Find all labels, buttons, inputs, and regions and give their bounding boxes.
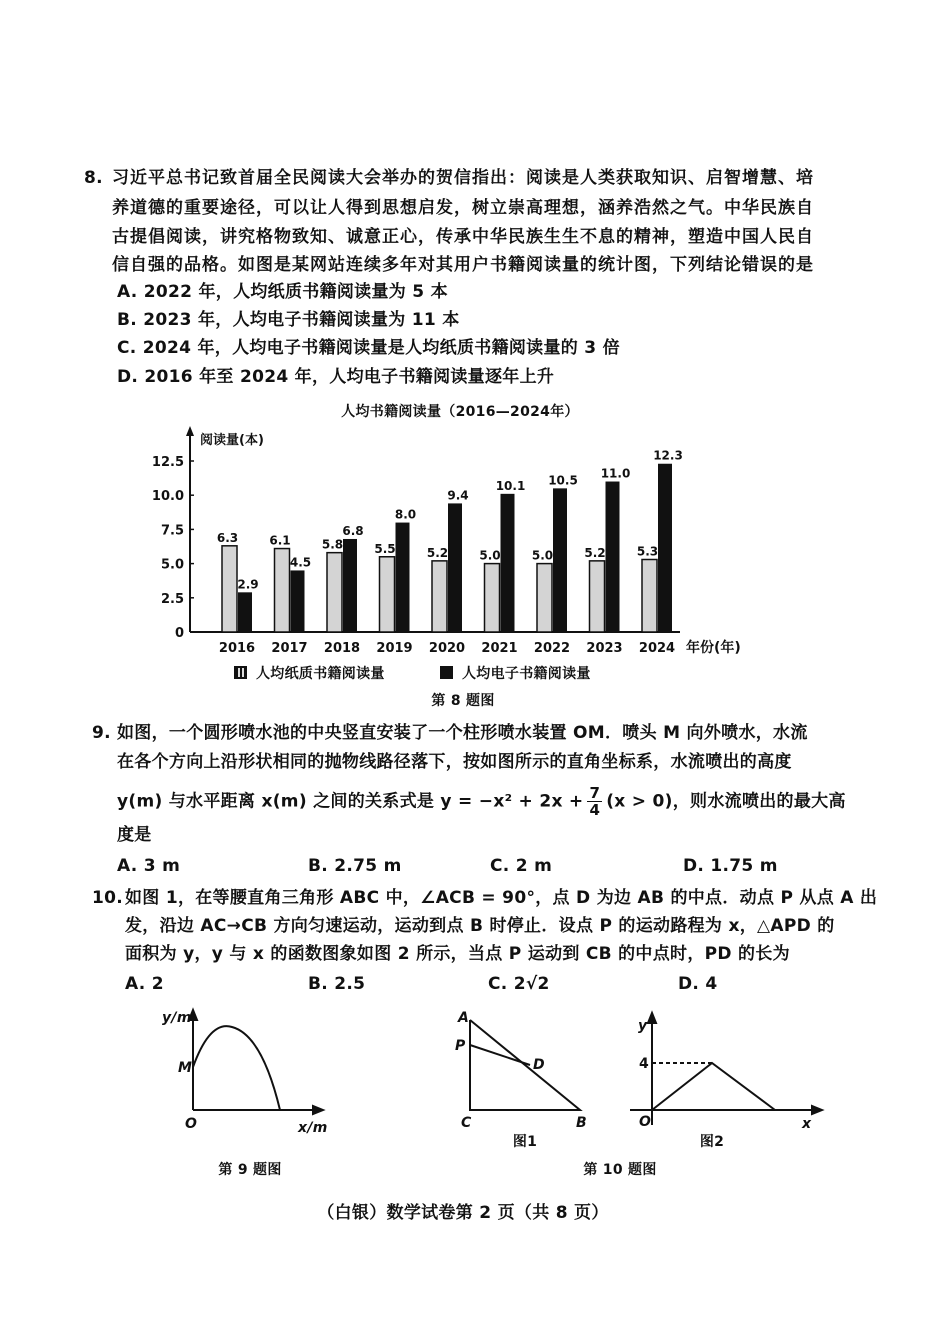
fraction-numerator: 7 [589,784,601,802]
arrow-right-icon [812,1106,822,1114]
q8-option-b: B. 2023 年，人均电子书籍阅读量为 11 本 [117,310,460,330]
triangle-abc [470,1020,580,1110]
y-tick-label: 5.0 [160,557,184,573]
x-tick-label: 2018 [323,641,361,656]
x-tick-label: 2024 [638,641,676,656]
data-label-ebook: 12.3 [653,448,683,463]
x-tick-label: 2020 [428,641,466,656]
x-tick-label: 2021 [481,641,518,656]
data-label-ebook: 4.5 [289,555,312,570]
q10-figure-caption: 第 10 题图 [583,1162,657,1178]
data-label-paper: 5.2 [426,545,449,560]
q10-text-line: 如图 1，在等腰直角三角形 ABC 中，∠ACB = 90°，点 D 为边 AB 的中点．动点 P 从点 A 出 [125,888,878,908]
data-label-paper: 5.8 [321,537,344,552]
q10-text-line: 面积为 y，y 与 x 的函数图象如图 2 所示，当点 P 运动到 CB 的中点时，PD 的长为 [125,944,790,964]
data-label-ebook: 10.5 [548,473,578,488]
x-axis-label: 年份(年) [686,640,741,656]
q8-text-line: 古提倡阅读，讲究格物致知、诚意正心，传承中华民族生生不息的精神，塑造中国人民自 [112,227,814,247]
parabola-curve [193,1026,280,1110]
y-tick-label: 10.0 [151,489,184,505]
q9-figure-caption: 第 9 题图 [218,1162,282,1178]
y-tick-label: 0 [174,626,184,641]
q8-text-line: 信自强的品格。如图是某网站连续多年对其用户书籍阅读量的统计图，下列结论错误的是 [112,255,814,275]
fig2-y-label: y [638,1018,648,1034]
x-tick-label: 2022 [533,641,571,656]
point-p: P [455,1038,466,1054]
point-b: B [576,1115,587,1131]
q8-option-d: D. 2016 年至 2024 年，人均电子书籍阅读量逐年上升 [117,367,555,387]
arrow-right-icon [313,1106,323,1114]
fig2-origin: O [639,1114,652,1130]
q9-origin: O [185,1116,198,1132]
q9-formula-part: y(m) 与水平距离 x(m) 之间的关系式是 y = −x² + 2x + [117,791,584,812]
q9-point-m: M [178,1060,193,1076]
data-label-paper: 5.0 [531,548,554,563]
point-a: A [458,1010,470,1026]
data-label-ebook: 10.1 [495,478,526,493]
q8-text-line: 养道德的重要途径，可以让人得到思想启发，树立崇高理想，涵养浩然之气。中华民族自 [112,198,814,218]
x-tick-label: 2017 [271,641,308,656]
data-label-paper: 6.3 [216,530,239,545]
fraction-denominator: 4 [589,801,601,819]
fig1-caption: 图1 [512,1134,538,1150]
x-tick-label: 2016 [218,641,256,656]
q10-text-line: 发，沿边 AC→CB 方向匀速运动，运动到点 B 时停止．设点 P 的运动路程为 x，△APD 的 [125,916,835,936]
chart-title: 人均书籍阅读量（2016—2024年） [341,404,579,420]
data-label-paper: 6.1 [269,533,291,548]
q9-number: 9. [92,723,111,743]
q9-text-line: 在各个方向上沿形状相同的抛物线路径落下，按如图所示的直角坐标系，水流喷出的高度 [117,752,792,772]
q8-figure-caption: 第 8 题图 [431,693,495,709]
y-axis-label: 阅读量(本) [200,433,264,448]
data-label-paper: 5.0 [479,548,501,563]
legend-ebook-label: 人均电子书籍阅读量 [462,666,591,682]
q9-text-line: 如图，一个圆形喷水池的中央竖直安装了一个柱形喷水装置 OM．喷头 M 向外喷水，水流 [117,723,808,743]
data-label-paper: 5.2 [584,545,606,560]
y-tick-label: 12.5 [151,455,184,470]
y-tick-label: 2.5 [160,591,184,607]
x-tick-label: 2019 [376,641,413,656]
fig2-x-label: x [802,1116,812,1132]
q9-x-label: x/m [298,1120,328,1136]
x-tick-label: 2023 [586,641,623,656]
q10-number: 10. [92,888,124,908]
data-label-ebook: 9.4 [447,488,469,503]
data-label-ebook: 8.0 [394,507,417,522]
point-d: D [533,1057,545,1073]
data-label-paper: 5.3 [636,544,659,559]
segment-pd [470,1045,530,1065]
point-c: C [461,1115,472,1131]
q9-option-a: A. 3 m [117,856,181,876]
data-label-ebook: 2.9 [237,577,259,592]
fig2-caption: 图2 [699,1134,725,1150]
q8-option-a: A. 2022 年，人均纸质书籍阅读量为 5 本 [117,282,448,302]
q9-y-label: y/m [162,1010,192,1026]
y-tick-label: 7.5 [160,523,184,539]
data-label-ebook: 11.0 [600,466,631,481]
legend-paper-label: 人均纸质书籍阅读量 [256,666,385,682]
q9-option-d: D. 1.75 m [683,856,778,876]
q8-option-c: C. 2024 年，人均电子书籍阅读量是人均纸质书籍阅读量的 3 倍 [117,338,620,358]
data-label-paper: 5.5 [374,541,396,556]
q9-option-c: C. 2 m [490,856,553,876]
fig2-peak-label: 4 [639,1056,650,1072]
q9-formula-rest: (x > 0)，则水流喷出的最大高 [606,791,846,812]
q10-option-b: B. 2.5 [308,974,366,994]
q8-text-line: 习近平总书记致首届全民阅读大会举办的贺信指出：阅读是人类获取知识、启智增慧、培 [112,168,814,188]
arrow-up-icon [648,1013,656,1023]
q9-text-line: 度是 [117,825,152,845]
q9-option-b: B. 2.75 m [308,856,402,876]
page-footer: （白银）数学试卷第 2 页（共 8 页） [317,1203,609,1223]
function-graph [652,1063,775,1110]
q10-option-d: D. 4 [678,974,718,994]
q10-option-c: C. 2√2 [488,974,550,994]
q10-option-a: A. 2 [125,974,164,994]
q8-number: 8. [84,168,103,188]
data-label-ebook: 6.8 [342,523,364,538]
